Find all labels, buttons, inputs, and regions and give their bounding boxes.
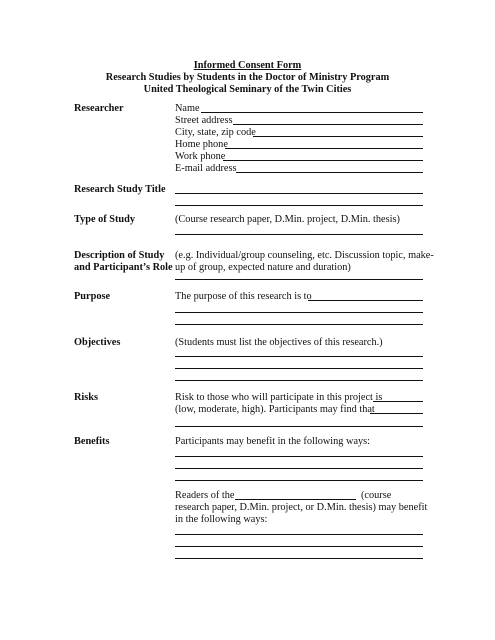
- risks-inline-field[interactable]: [370, 413, 423, 414]
- email-address-label: E-mail address: [175, 163, 237, 174]
- institution-name: United Theological Seminary of the Twin Cities: [143, 84, 352, 95]
- city-state-zip-label: City, state, zip code: [175, 127, 256, 138]
- work-phone-field[interactable]: [223, 160, 423, 161]
- study-title-line-1[interactable]: [175, 193, 423, 194]
- purpose-line-2[interactable]: [175, 324, 423, 325]
- benefits-text: Participants may benefit in the following ways:: [175, 436, 371, 447]
- description-line[interactable]: [175, 279, 423, 280]
- objectives-label: Objectives: [74, 337, 121, 348]
- name-field[interactable]: [201, 112, 423, 113]
- readers-text-line-1a: Readers of the: [175, 490, 235, 501]
- risks-label: Risks: [74, 392, 99, 403]
- benefits-label: Benefits: [74, 436, 110, 447]
- risks-text-line-1: Risk to those who will participate in this project is: [175, 392, 383, 403]
- type-of-study-label: Type of Study: [74, 214, 136, 225]
- readers-line-2[interactable]: [175, 546, 423, 547]
- description-label-line-1: Description of Study: [74, 250, 165, 261]
- street-address-field[interactable]: [233, 124, 423, 125]
- study-title-label: Research Study Title: [74, 184, 166, 195]
- name-label: Name: [175, 103, 200, 114]
- type-of-study-text: (Course research paper, D.Min. project, D.Min. thesis): [175, 214, 400, 225]
- readers-line-3[interactable]: [175, 558, 423, 559]
- researcher-label: Researcher: [74, 103, 124, 114]
- objectives-text: (Students must list the objectives of this research.): [175, 337, 383, 348]
- benefits-line-2[interactable]: [175, 468, 423, 469]
- city-state-zip-field[interactable]: [253, 136, 423, 137]
- purpose-text: The purpose of this research is to: [175, 291, 312, 302]
- home-phone-label: Home phone: [175, 139, 228, 150]
- benefits-line-3[interactable]: [175, 480, 423, 481]
- email-address-field[interactable]: [236, 172, 423, 173]
- objectives-line-3[interactable]: [175, 380, 423, 381]
- readers-text-line-1b: (course: [361, 490, 392, 501]
- risks-line[interactable]: [175, 426, 423, 427]
- readers-type-field[interactable]: [235, 499, 356, 500]
- work-phone-label: Work phone: [175, 151, 226, 162]
- home-phone-field[interactable]: [225, 148, 423, 149]
- readers-line-1[interactable]: [175, 534, 423, 535]
- purpose-inline-field[interactable]: [308, 300, 423, 301]
- purpose-label: Purpose: [74, 291, 111, 302]
- purpose-line-1[interactable]: [175, 312, 423, 313]
- type-of-study-line[interactable]: [175, 234, 423, 235]
- readers-text-line-2: research paper, D.Min. project, or D.Min. thesis) may benefit: [175, 502, 428, 513]
- study-title-line-2[interactable]: [175, 205, 423, 206]
- objectives-line-1[interactable]: [175, 356, 423, 357]
- description-label-line-2: and Participant’s Role: [74, 262, 173, 273]
- street-address-label: Street address: [175, 115, 233, 126]
- objectives-line-2[interactable]: [175, 368, 423, 369]
- form-subtitle: Research Studies by Students in the Doctor of Ministry Program: [105, 72, 390, 83]
- form-title: Informed Consent Form: [193, 60, 302, 71]
- readers-text-line-3: in the following ways:: [175, 514, 268, 525]
- benefits-line-1[interactable]: [175, 456, 423, 457]
- description-text-line-1: (e.g. Individual/group counseling, etc. Discussion topic, make-: [175, 250, 434, 261]
- risk-level-field[interactable]: [373, 401, 423, 402]
- risks-text-line-2: (low, moderate, high). Participants may find that: [175, 404, 375, 415]
- description-text-line-2: up of group, expected nature and duration): [175, 262, 351, 273]
